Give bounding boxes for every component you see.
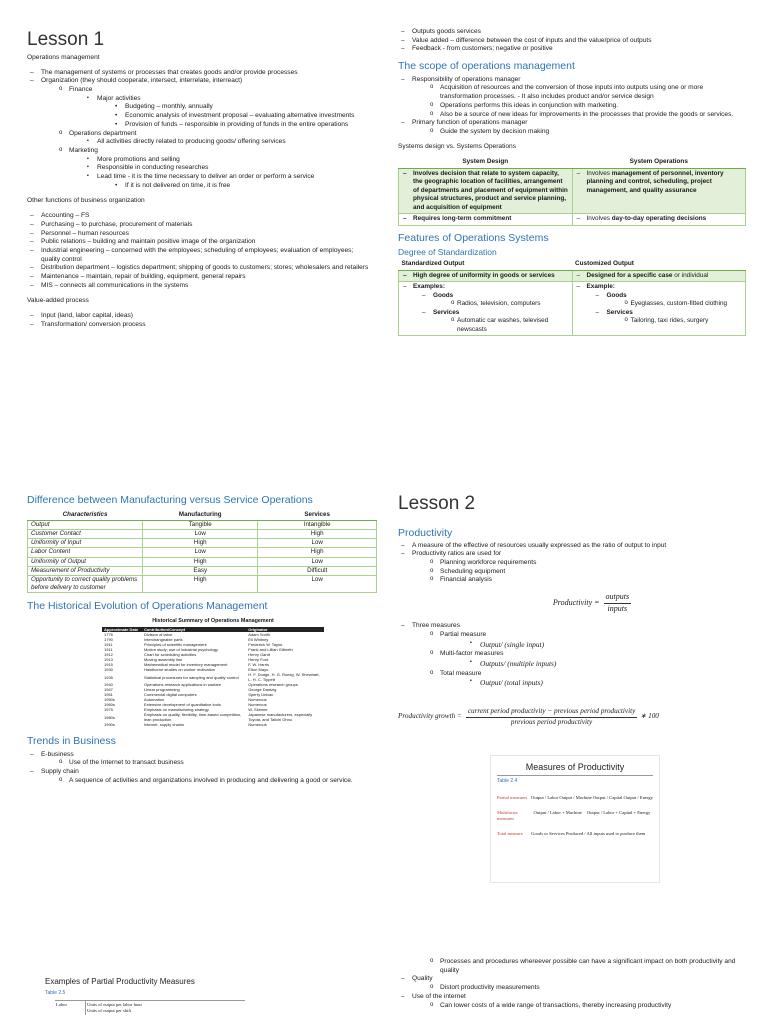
list-item: o A sequence of activities and organizations involved in producing and delivering a good or service. [55,777,377,786]
table-header: Approximate Date [104,627,139,633]
list-item: – Productivity ratios are used for o Planning workforce requirements o Scheduling equipment o Financial analysis [398,550,746,585]
table-cell: Numerous [248,702,267,708]
table-cell: 1912 [104,652,113,658]
table-cell: George Dantzig [248,687,277,693]
list-item: o Can lower costs of a wide range of transactions, thereby increasing productivity [426,1002,746,1011]
list-item: o Tailoring, taxi rides, surgery [621,317,743,325]
list-item: ▪ All activities directly related to producing goods/ offering services [83,138,372,147]
growth-equation: Productivity growth = $\frac{\text{current period productivity − previous period productivity}}{\text{previous period productivity}}$ ∗ 100 [398,707,659,726]
table-cell: Elton Mayo [248,667,269,673]
list-item: ▪ Lead time - it is the time necessary to deliver an order or perform a service • If it is not delivered on time, it is free [83,173,372,190]
table-cell: Commercial digital computers [143,692,197,698]
table-cell: 1980s [104,714,115,720]
table-cell: – Involves management of personnel, inventory planning and control, scheduling, project management, and quality assurance [572,168,746,213]
lesson2-title: Lesson 2 [398,493,476,514]
table-cell: 1975 [104,707,113,713]
list-item: – Value added – difference between the cost of inputs and the value/price of outputs [398,37,746,46]
value-added-list [27,312,372,329]
list-item: o Marketing ▪ More promotions and selling ▪ Responsible in conducting researches ▪ Lead time - it is the time necessary to deliver an order or perform a service • If it is not delivered on time, it is free [55,147,372,191]
list-item: – Primary function of operations manager o Guide the system by decision making [398,119,746,136]
list-item: – Feedback - from customers; negative or positive [398,45,746,54]
list-item: o Guide the system by decision making [426,128,746,137]
list-item: o Radios, television, computers [447,300,569,308]
table-row [28,539,377,548]
table-cell: – Example: – Goods o Eyeglasses, custom-fitted clothing – Services o Tailoring, taxi rides, surgery [572,282,746,336]
list-item: • Provision of funds – responsible in providing of funds in the entire operations [111,121,372,130]
table-cell: 1911 [104,647,113,653]
table-header: Originator [248,627,268,633]
table-cell: 1940 [104,682,113,688]
table-cell: Interchangeable parts [143,637,183,643]
table-cell: 1776 [104,632,113,638]
productivity-equation: Productivity = $\frac{\text{outputs}}{\text{inputs}}$ [552,592,630,613]
partial-examples-table-label: Table 2.5 [45,989,66,996]
measures-of-productivity-image [490,755,660,883]
lesson1-list [27,69,372,191]
history-image-title: Historical Summary of Operations Management [152,617,274,624]
table-cell: – Examples: – Goods o Radios, television, computers – Services o Automatic car washes, televised newscasts [399,282,573,336]
list-item: – Supply chain o A sequence of activities and organizations involved in producing and delivering a good or service. [27,768,377,785]
list-item: o Partial measure ▪ Output/ (single input) [426,631,746,650]
list-item: ▪ Major activities • Budgeting – monthly, annually • Economic analysis of investment proposal – evaluating alternative investments • Provision of funds – responsible in providing of funds in the entire operations [83,95,372,130]
table-cell: – Involves day-to-day operating decisions [572,214,746,225]
list-item: – Maintenance – maintain, repair of building, equipment, general repairs [27,273,372,282]
table-cell: Sperry Univac [248,692,274,698]
table-row [102,712,324,722]
scope-list [398,76,746,137]
partial-examples-title: Examples of Partial Productivity Measures [45,977,195,986]
list-item: ▪ Responsible in conducting researches [83,164,372,173]
quality-column [398,958,746,1010]
table-cell: Eli Whitney [248,637,269,643]
standardization-table [398,259,746,336]
table-cell: Labor Content [28,548,143,557]
table-cell: H. F. Dodge, H. G. Romig, W. Shewhart, L. H. C. Tippett [248,672,320,683]
measures-list [398,622,746,689]
list-item: – MIS – connects all communications in the systems [27,282,372,291]
table-cell: Intangible [258,520,377,529]
table-cell: – Involves decision that relate to system capacity, the geographic location of facilities, arrangement of departments and placement of equipment within physical structures, product and service planning, and acquisition of equipment [399,168,573,213]
table-cell: Uniformity of Output [28,557,143,566]
table-row [28,557,377,566]
table-cell: Linear programming [143,687,180,693]
table-cell: Measurement of Productivity [28,566,143,575]
table-cell: 1911 [104,642,113,648]
table-row [102,722,324,727]
list-item: – Transformation/ conversion process [27,321,372,330]
table-cell: Easy [143,566,258,575]
scope-heading: The scope of operations management [398,60,575,73]
table-cell: High [258,548,377,557]
list-item: ▪ Outputs/ (multiple inputs) [466,659,746,670]
mop-row: Partial measures Output / Labor Output / Machine Output / Capital Output / Energy [497,794,653,800]
table-cell: Emphasis on quality, flexibility, time-based competition, lean production [143,712,242,723]
table-cell: – High degree of uniformity in goods or services [399,270,573,281]
list-item: – Responsibility of operations manager o Acquisition of resources and the conversion of those inputs into outputs using one or more transformation processes. - It also includes product and/or service design o Operations performs this ideas in conjunction with marketing. o Also be a source of new ideas for improvements in the processes that provide the goods or services. [398,76,746,120]
list-item: o Acquisition of resources and the conversion of those inputs into outputs using one or more transformation processes. - It also includes product and/or service design [426,84,746,101]
list-item: o Scheduling equipment [426,568,746,577]
list-item: – A measure of the effective of resources usually expressed as the ratio of output to input [398,542,746,551]
mop-row: Multifactor measures Output / Labor + Machine Output / Labor + Capital + Energy [497,809,651,821]
mop-table-label: Table 2.4 [497,777,518,784]
trends-heading: Trends in Business [27,735,116,748]
table-cell: Mathematical model for inventory management [143,662,228,668]
list-item: – Organization (they should cooperate, intersect, interrelate, interreact) o Finance ▪ Major activities • Budgeting – monthly, annually • Economic analysis of investment proposal – evaluating alternative investments • Provision of funds – responsible in providing of funds in the entire operations o Operations department ▪ All activities directly related to producing goods/ offering services o Marketing ▪ More promotions and selling ▪ Responsible in conducting researches ▪ Lead time - it is the time necessary to deliver an order or perform a service • If it is not delivered on time, it is free [27,77,372,190]
list-item: o Financial analysis [426,576,746,585]
table-row [28,575,377,592]
table-row [28,530,377,539]
table-row [28,548,377,557]
lesson1-intro: Operations management [27,53,100,61]
table-cell: Statistical procedures for sampling and quality control [143,674,239,680]
history-image [102,618,324,727]
lesson1-column [27,30,372,330]
table-header: System Design [399,157,573,168]
table-header: Standardized Output [399,259,573,270]
table-cell: Operations research groups [248,682,298,688]
partial-examples-row: Labor Units of output per labor hour Units of output per shift [55,1000,245,1015]
table-header: Contribution/Concept [143,627,186,633]
diff-table [27,510,377,594]
list-item: – Quality o Distort productivity measurements [398,975,746,992]
list-item: o Operations department ▪ All activities directly related to producing goods/ offering services [55,130,372,147]
table-cell: High [143,575,258,592]
list-item: • If it is not delivered on time, it is free [111,182,372,191]
lesson1-title: Lesson 1 [27,29,105,50]
productivity-heading: Productivity [398,526,453,539]
mop-rows [497,795,653,837]
table-cell: 1990s [104,722,115,728]
table-cell: Adam Smith [248,632,271,638]
table-cell: Numerous [248,722,267,728]
list-item: o Processes and procedures whereever possible can have a significant impact on both productivity and quality [426,958,746,975]
table-cell: – Requires long-term commitment [399,214,573,225]
table-cell: Internet, supply chains [143,722,184,728]
table-cell: 1947 [104,687,113,693]
table-cell: Automation [143,697,165,703]
diff-heading: Difference between Manufacturing versus Service Operations [27,494,313,506]
list-item: o Use of the Internet to transact business [55,759,377,768]
table-cell: Frederick W. Taylor [248,642,283,648]
table-cell: Frank and Lillian Gilbreth [248,647,293,653]
design-operations-table [398,157,746,225]
list-item: – Use of the internet o Can lower costs of a wide range of transactions, thereby increasing productivity [398,993,746,1010]
table-cell: Customer Contact [28,530,143,539]
list-item: – Distribution department – logistics department; shipping of goods to customers; stores; wholesalers and retailers [27,264,372,273]
systems-design-heading: Systems design vs. Systems Operations [398,142,516,150]
trends-list [27,751,377,786]
table-cell: 1915 [104,662,113,668]
history-heading: The Historical Evolution of Operations Management [27,600,268,613]
productivity-list [398,542,746,586]
diff-column [27,494,377,786]
table-cell: Henry Ford [248,657,269,663]
list-item: – Accounting – FS [27,212,372,221]
other-functions-list [27,212,372,290]
list-item: – Outputs goods services [398,28,746,37]
table-cell: Japanese manufacturers, especially Toyota, and Taiichi Ohno [248,712,313,723]
table-cell: 1960s [104,702,115,708]
table-cell: W. Skinner [248,707,268,713]
table-cell: 1935 [104,674,113,680]
list-item: o Distort productivity measurements [426,984,746,993]
table-cell: Numerous [248,697,267,703]
quality-list [398,958,746,1010]
table-cell: Output [28,520,143,529]
table-cell: Chart for scheduling activities [143,652,197,658]
list-item: – Purchasing – to purchase, procurement of materials [27,221,372,230]
list-item: – Personnel – human resources [27,230,372,239]
table-cell: Motion study; use of industrial psychology [143,647,218,653]
table-cell: High [143,539,258,548]
scope-column [398,28,746,336]
table-header: System Operations [572,157,746,168]
history-table [102,627,324,727]
table-header: Services [258,510,377,521]
table-cell: 1950s [104,697,115,703]
table-cell: 1930 [104,667,113,673]
table-cell: High [143,557,258,566]
table-cell: Division of labor [143,632,173,638]
table-cell: Operations research applications in warfare [143,682,222,688]
list-item: o Eyeglasses, custom-fitted clothing [621,300,743,308]
table-cell: Low [258,575,377,592]
list-item: o Planning workforce requirements [426,559,746,568]
table-cell: Low [258,557,377,566]
list-item: – E-business o Use of the Internet to transact business [27,751,377,768]
mop-title: Measures of Productivity [497,762,653,776]
table-header: Customized Output [572,259,746,270]
list-item: ▪ Output/ (total inputs) [466,678,746,689]
table-cell: Moving assembly line [143,657,183,663]
table-cell: Tangible [143,520,258,529]
list-item: – Public relations – building and maintain positive image of the organization [27,238,372,247]
table-cell: Henry Gantt [248,652,270,658]
list-item: – Industrial engineering – concerned with the employees; scheduling of employees; evaluation of employees; quality control [27,247,372,264]
list-item: o Total measure ▪ Output/ (total inputs) [426,670,746,689]
table-cell: Hawthorne studies on worker motivation [143,667,216,673]
list-item: – Three measures o Partial measure ▪ Output/ (single input) o Multi-factor measures ▪ Outputs/ (multiple inputs) o Total measure ▪ Output/ (total inputs) [398,622,746,689]
features-heading: Features of Operations Systems [398,231,549,244]
table-cell: – Designed for a specific case or individual [572,270,746,281]
table-cell: 1913 [104,657,113,663]
list-item: • Budgeting – monthly, annually [111,103,372,112]
list-item: – The management of systems or processes that creates goods and/or provide processes [27,69,372,78]
table-cell: High [258,530,377,539]
list-item: o Also be a source of new ideas for improvements in the processes that provide the goods or services. [426,111,746,120]
table-cell: F. W. Harris [248,662,269,668]
table-header: Manufacturing [143,510,258,521]
table-cell: 1790 [104,637,113,643]
lesson2-column [398,494,746,883]
list-item: – Input (land, labor capital, ideas) [27,312,372,321]
table-cell: Principles of scientific management [143,642,207,648]
table-cell: Low [143,530,258,539]
table-cell: Extensive development of quantitative tools [143,702,221,708]
list-item: o Operations performs this ideas in conjunction with marketing. [426,102,746,111]
table-cell: 1951 [104,692,113,698]
list-item: o Finance ▪ Major activities • Budgeting – monthly, annually • Economic analysis of investment proposal – evaluating alternative investments • Provision of funds – responsible in providing of funds in the entire operations [55,86,372,130]
table-row [102,672,324,682]
list-item: • Economic analysis of investment proposal – evaluating alternative investments [111,112,372,121]
other-functions-heading: Other functions of business organization [27,197,145,205]
table-cell: Low [258,539,377,548]
table-cell: Opportunity to correct quality problems before delivery to customer [28,575,143,592]
mop-row: Total measure Goods or Services Produced / All inputs used to produce them [497,830,646,836]
value-added-heading: Value-added process [27,297,89,305]
table-row [28,566,377,575]
list-item: ▪ Output/ (single input) [466,640,746,651]
degree-heading: Degree of Standardization [398,247,497,258]
table-row [28,520,377,529]
list-item: o Automatic car washes, televised newscasts [447,317,569,334]
output-list [398,28,746,54]
table-cell: Low [143,548,258,557]
table-cell: Uniformity of Input [28,539,143,548]
table-cell: Emphasis on manufacturing strategy [143,707,209,713]
table-header: Characteristics [28,510,143,521]
list-item: o Multi-factor measures ▪ Outputs/ (multiple inputs) [426,650,746,669]
list-item: ▪ More promotions and selling [83,156,372,165]
partial-examples-image [45,977,245,1015]
table-cell: Difficult [258,566,377,575]
